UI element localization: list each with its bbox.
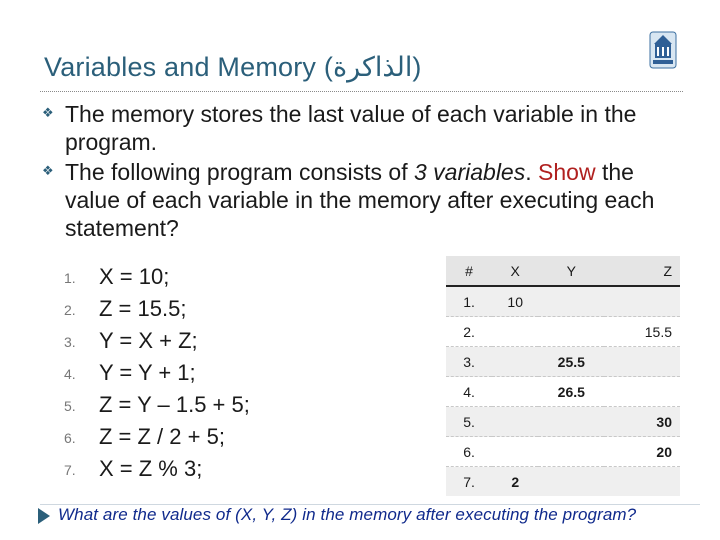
table-cell: [492, 437, 538, 467]
statement-number: 7.: [64, 462, 76, 478]
statement-code: X = Z % 3;: [99, 456, 203, 481]
statement-code: Y = Y + 1;: [99, 360, 196, 385]
table-cell: 26.5: [538, 377, 604, 407]
statement-number: 2.: [64, 302, 76, 318]
table-cell: 7.: [446, 467, 492, 497]
statement-code: Z = Y – 1.5 + 5;: [99, 392, 250, 417]
statement-code: X = 10;: [99, 264, 170, 289]
table-cell: 6.: [446, 437, 492, 467]
statement-number: 4.: [64, 366, 76, 382]
table-cell: 4.: [446, 377, 492, 407]
statement-number: 5.: [64, 398, 76, 414]
bullet-text: The memory stores the last value of each variable in the program.: [65, 101, 637, 155]
table-cell: [538, 437, 604, 467]
question-text: What are the values of (X, Y, Z) in the memory after executing the program?: [58, 505, 637, 524]
title-divider: [40, 91, 683, 92]
table-cell: [604, 286, 680, 317]
bullet-marker-icon: ❖: [42, 163, 54, 178]
table-cell: 5.: [446, 407, 492, 437]
table-row: [446, 437, 680, 467]
table-row: [446, 317, 680, 347]
table-row: [446, 286, 680, 317]
table-cell: [492, 347, 538, 377]
table-cell: [492, 377, 538, 407]
table-cell: 20: [604, 437, 680, 467]
statement-code: Y = X + Z;: [99, 328, 198, 353]
statement-number: 1.: [64, 270, 76, 286]
table-cell: 30: [604, 407, 680, 437]
bullet-item: [40, 158, 680, 242]
table-cell: 2.: [446, 317, 492, 347]
memory-table: [446, 256, 680, 496]
table-cell: 3.: [446, 347, 492, 377]
table-cell: 25.5: [538, 347, 604, 377]
table-cell: 15.5: [604, 317, 680, 347]
table-row: [446, 407, 680, 437]
column-header: Z: [604, 256, 680, 286]
bullet-marker-icon: ❖: [42, 105, 54, 120]
table-cell: 10: [492, 286, 538, 317]
bullet-list: [40, 100, 680, 244]
arrow-right-icon: [38, 508, 50, 524]
table-row: [446, 467, 680, 497]
bullet-text-part: the value of each variable in the memory after executing each statement?: [65, 159, 655, 241]
table-cell: [604, 377, 680, 407]
column-header: X: [492, 256, 538, 286]
table-cell: [604, 347, 680, 377]
table-cell: [538, 286, 604, 317]
bullet-emphasis: 3 variables: [414, 159, 526, 185]
table-row: [446, 377, 680, 407]
bullet-item: [40, 100, 680, 156]
table-row: [446, 347, 680, 377]
column-header: #: [446, 256, 492, 286]
bullet-text-part: .: [525, 159, 539, 185]
slide-title: Variables and Memory (الذاكرة): [44, 52, 422, 82]
table-header-row: [446, 256, 680, 286]
bullet-text-part: The following program consists of: [65, 159, 414, 185]
table-cell: 2: [492, 467, 538, 497]
statement-number: 6.: [64, 430, 76, 446]
statement-code: Z = 15.5;: [99, 296, 187, 321]
table-cell: [538, 407, 604, 437]
table-cell: 1.: [446, 286, 492, 317]
table-cell: [538, 317, 604, 347]
university-logo-icon: [648, 30, 678, 70]
table-cell: [604, 467, 680, 497]
table-cell: [492, 317, 538, 347]
bullet-highlight: Show: [538, 159, 596, 185]
column-header: Y: [538, 256, 604, 286]
table-cell: [538, 467, 604, 497]
table-cell: [492, 407, 538, 437]
statement-number: 3.: [64, 334, 76, 350]
statement-code: Z = Z / 2 + 5;: [99, 424, 225, 449]
